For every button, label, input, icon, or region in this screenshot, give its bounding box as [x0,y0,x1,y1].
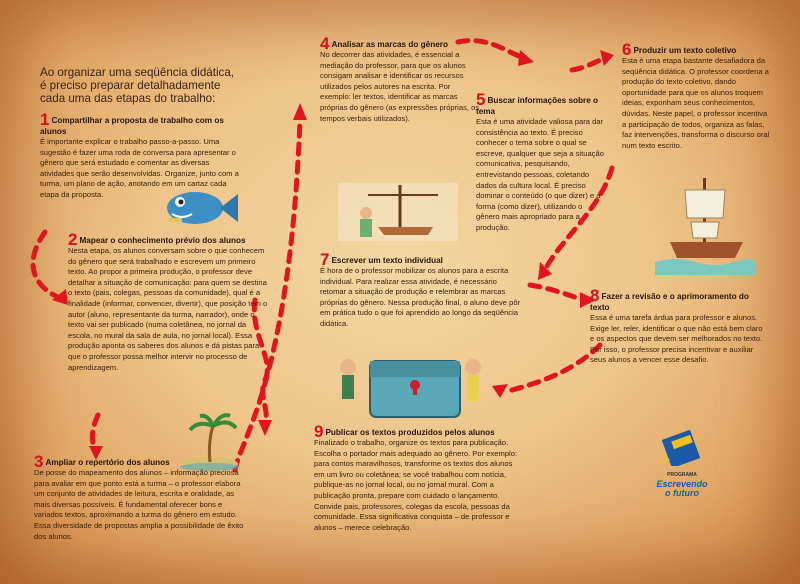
step-number: 5 [476,90,486,109]
step-body: Essa é uma tarefa árdua para professor e alunos. Exige ler, reler, identificar o que não está bem claro e os aspectos que devem ser melhorados no texto. Por isso, o professor precisa incentivar e auxiliar seus alunos a vencer esse desafio. [590,313,763,365]
step-title: Mapear o conhecimento prévio dos alunos [79,236,246,245]
ship-drawing-illustration [338,165,458,245]
escrevendo-o-futuro-logo [652,430,712,502]
step-6 [622,40,772,151]
step-body: Esta é uma etapa bastante desafiadora da seqüência didática. O professor coordena a produção do texto coletivo, dando oportunidade para que os alunos troquem ideias, exponham seus conhecimentos, dúvidas. Neste papel, o professor incentiva a participação de todos, organiza as falas, faz intervenções, transforma o discurso oral num texto escrito. [622,56,770,150]
step-title: Produzir um texto coletivo [633,46,737,55]
step-body: De posse do mapeamento dos alunos – informação preciosa para avaliar em que ponto está a turma – o professor elabora um conjunto de atividades de leitura, escrita e oralidade, as mais diversas possíveis. É fundamental oferecer bons e variados textos, aproximando a turma do gênero em estudo. Essa diversidade de propostas amplia a possibilidade de êxito dos alunos. [34,468,244,541]
step-body: Finalizado o trabalho, organize os textos para publicação. Escolha o portador mais adequado ao gênero. Por exemplo: para contos maravilhosos, transforme os textos dos alunos em um livro ou coletânea; se você trabalhou com notícia, publique-as no jornal local, ou no jornal mural. Com a publicação pronta, prepare com cuidado o lançamento. Convide pais, professores, colegas da escola, pessoas da comunidade. Essa significativa conquista – de professor e alunos – merece celebração. [314,438,518,532]
step-3 [34,452,249,542]
step-number: 3 [34,452,44,471]
step-title: Ampliar o repertório dos alunos [45,458,170,467]
treasure-chest-illustration [318,345,498,430]
step-number: 1 [40,110,50,129]
step-title: Analisar as marcas do gênero [331,40,448,49]
step-number: 8 [590,286,600,305]
step-title: Fazer a revisão e o aprimoramento do texto [590,292,749,312]
pencil-icon [652,430,712,466]
step-8-heading [590,286,765,313]
step-title: Compartilhar a proposta de trabalho com os alunos [40,116,224,136]
arrow-8-to-9 [505,345,600,392]
logo-program: PROGRAMA [667,472,697,478]
arrow-1-to-2 [33,232,60,298]
step-2-heading [68,230,268,249]
step-3-heading [34,452,249,471]
arrow-7-to-8 [530,285,585,300]
step-5 [476,90,608,234]
step-title: Escrever um texto individual [331,256,443,265]
step-title: Publicar os textos produzidos pelos alunos [325,428,495,437]
step-body: Nesta etapa, os alunos conversam sobre o que conhecem do gênero que será trabalhado e escrevem um primeiro texto. Ao propor a primeira produção, o professor deve detalhar a situação de comunicação: para quem se destina o texto (pais, colegas, pessoas da comunidade), qual é a finalidade (informar, convencer, divertir), que posição tem o autor (aluno, representante da turma, narrador), onde o texto vai ser publicado (numa coletânea, no jornal da escola, no mural da sala de aula, no jornal local). Essa produção aponta os saberes dos alunos e dá pistas para que o professor possa melhor intervir no processo de aprendizagem. [68,246,268,372]
galleon-illustration [655,170,755,275]
step-2 [68,230,268,373]
intro-text: Ao organizar uma seqüência didática, é preciso preparar detalhadamente cada uma das etapas do trabalho: [40,66,234,105]
step-7-heading [320,250,525,269]
step-number: 6 [622,40,632,59]
step-body: Esta é uma atividade valiosa para dar consistência ao texto. É preciso conhecer o tema sobre o qual se escreve, qualquer que seja a situação comunicativa, pesquisando, entrevistando pessoas, coletando dados da cultura local. É preciso dominar o conteúdo (o que dizer) e a forma (como dizer), utilizando o gênero mais apropriado para a produção. [476,117,604,232]
step-9-heading [314,422,524,441]
logo-line2: o futuro [665,488,699,498]
step-4-heading [320,34,480,53]
step-title: Buscar informações sobre o tema [476,96,599,116]
logo-line1: Escrevendo [656,479,708,489]
arrow-5-to-6 [572,58,605,70]
step-number: 7 [320,250,330,269]
step-body: É importante explicar o trabalho passo-a-passo. Uma sugestão é fazer uma roda de conversa para apresentar o gênero que será estudado e comentar as diversas atividades que serão desenvolvidas. Organize, junto com a turma, um plano de ação, anotando em um cartaz cada etapa da proposta. [40,137,239,199]
step-number: 9 [314,422,324,441]
step-body: É hora de o professor mobilizar os alunos para a escrita individual. Para realizar essa atividade, é necessário retomar a situação de produção e relembrar as marcas próprias do gênero. Nessa produção final, o aluno deve pôr em prática tudo o que foi aprendido ao longo da seqüência didática. [320,266,521,328]
step-9 [314,422,524,533]
step-body: No decorrer das atividades, é essencial a mediação do professor, para que os alunos consigam analisar e identificar os recursos utilizados pelos autores na escrita. Por exemplo: ler textos, identificar as marcas próprias do gênero (as expressões próprias, os tempos verbais utilizados). [320,50,480,123]
step-7 [320,250,525,330]
step-6-heading [622,40,772,59]
step-4 [320,34,480,124]
step-number: 2 [68,230,78,249]
step-number: 4 [320,34,330,53]
step-5-heading [476,90,608,117]
step-1-heading [40,110,240,137]
step-1 [40,110,240,201]
step-8 [590,286,765,366]
